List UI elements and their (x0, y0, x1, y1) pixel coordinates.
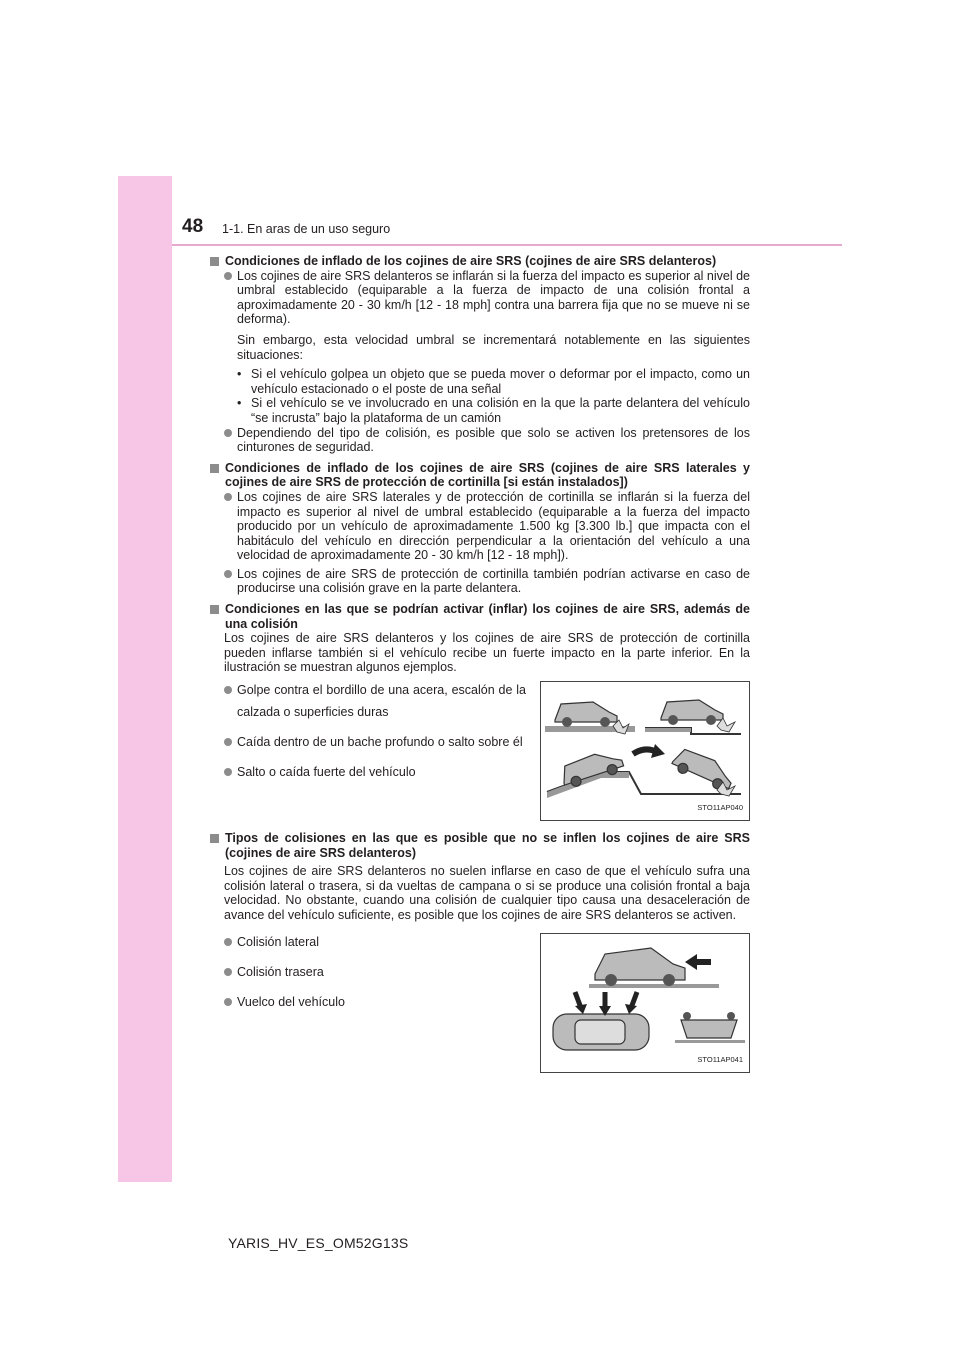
section-heading: Condiciones de inflado de los cojines de aire SRS (cojines de aire SRS delanteros) (210, 254, 750, 269)
section-airbags-frontal (210, 254, 750, 455)
bullet-item: Dependiendo del tipo de colisión, es posible que solo se activen los pretensores de los cinturones de seguridad. (224, 426, 750, 455)
circle-bullet-icon (224, 768, 232, 776)
collision-types-illustration (541, 934, 749, 1060)
list-item: Caída dentro de un bache profundo o salto sobre él (224, 731, 526, 753)
circle-bullet-icon (224, 968, 232, 976)
section-heading: Tipos de colisiones en las que es posible que no se inflen los cojines de aire SRS (cojines de aire SRS delanteros) (210, 831, 750, 860)
figure-label: STO11AP040 (697, 803, 743, 813)
list-item: Colisión lateral (224, 931, 526, 953)
section-airbags-side (210, 461, 750, 596)
square-bullet-icon (210, 834, 219, 843)
paragraph: Los cojines de aire SRS delanteros no suelen inflarse en caso de que el vehículo sufra una colisión lateral o trasera, si da vueltas de campana o si se produce una colisión frontal a baja velocidad. No obstante, cuando una colisión de cualquier tipo causa una desaceleración de avance del vehículo suficiente, es posible que los cojines de aire SRS delanteros se activen. (224, 864, 750, 922)
list-item: Salto o caída fuerte del vehículo (224, 761, 526, 783)
paragraph: Sin embargo, esta velocidad umbral se incrementará notablemente en las siguientes situaciones: (237, 332, 750, 362)
circle-bullet-icon (224, 493, 232, 501)
document-code: YARIS_HV_ES_OM52G13S (228, 1235, 409, 1251)
section-heading: Condiciones en las que se podrían activar (inflar) los cojines de aire SRS, además de una colisión (210, 602, 750, 631)
circle-bullet-icon (224, 998, 232, 1006)
circle-bullet-icon (224, 429, 232, 437)
sub-item: • Si el vehículo se ve involucrado en una colisión en la que la parte delantera del vehículo “se incrusta” bajo la plataforma de un camión (237, 396, 750, 425)
section-heading: Condiciones de inflado de los cojines de aire SRS (cojines de aire SRS laterales y cojines de aire SRS de protección de cortinilla [si están instalados]) (210, 461, 750, 490)
content (210, 254, 750, 1077)
car-impact-illustration (541, 682, 749, 808)
circle-bullet-icon (224, 938, 232, 946)
illustration-underbody-impact (540, 681, 750, 821)
section-title: 1-1. En aras de un uso seguro (222, 222, 391, 236)
figure-label: STO11AP041 (697, 1055, 743, 1064)
list-item: Vuelco del vehículo (224, 991, 526, 1013)
square-bullet-icon (210, 605, 219, 614)
circle-bullet-icon (224, 570, 232, 578)
bullet-item: Los cojines de aire SRS laterales y de protección de cortinilla se inflarán si la fuerza del impacto es superior al nivel de umbral establecido (equiparable a la fuerza del impacto producido por un vehículo de aproximadamente 1.500 kg [3.300 lb.] que impacta con el habitáculo del vehículo en dirección perpendicular a la orientación del vehículo a una velocidad de aproximadamente 20 - 30 km/h [12 - 18 mph]). (224, 490, 750, 563)
chapter-sidebar (118, 176, 172, 1182)
circle-bullet-icon (224, 272, 232, 280)
list-item: Colisión trasera (224, 961, 526, 983)
section-no-inflation (210, 831, 750, 1073)
list-item: Golpe contra el bordillo de una acera, escalón de la calzada o superficies duras (224, 679, 526, 723)
circle-bullet-icon (224, 738, 232, 746)
header-rule (172, 244, 842, 246)
sub-item: • Si el vehículo golpea un objeto que se pueda mover o deformar por el impacto, como un vehículo estacionado o el poste de una señal (237, 367, 750, 396)
paragraph: Los cojines de aire SRS delanteros y los cojines de aire SRS de protección de cortinilla pueden inflarse también si el vehículo recibe un fuerte impacto en la parte inferior. En la ilustración se muestran algunos ejemplos. (224, 631, 750, 675)
bullet-item: Los cojines de aire SRS de protección de cortinilla también podrían activarse en caso de producirse una colisión grave en la parte delantera. (224, 567, 750, 596)
section-other-activation (210, 602, 750, 821)
square-bullet-icon (210, 464, 219, 473)
bullet-item: Los cojines de aire SRS delanteros se inflarán si la fuerza del impacto es superior al nivel de umbral establecido (equiparable a la fuerza de impacto de una colisión frontal a aproximadamente 20 - 30 km/h [12 - 18 mph] contra una barrera fija que no se mueve ni se deforma). (224, 269, 750, 327)
circle-bullet-icon (224, 686, 232, 694)
page-number: 48 (182, 216, 204, 237)
illustration-collision-types (540, 933, 750, 1073)
square-bullet-icon (210, 257, 219, 266)
